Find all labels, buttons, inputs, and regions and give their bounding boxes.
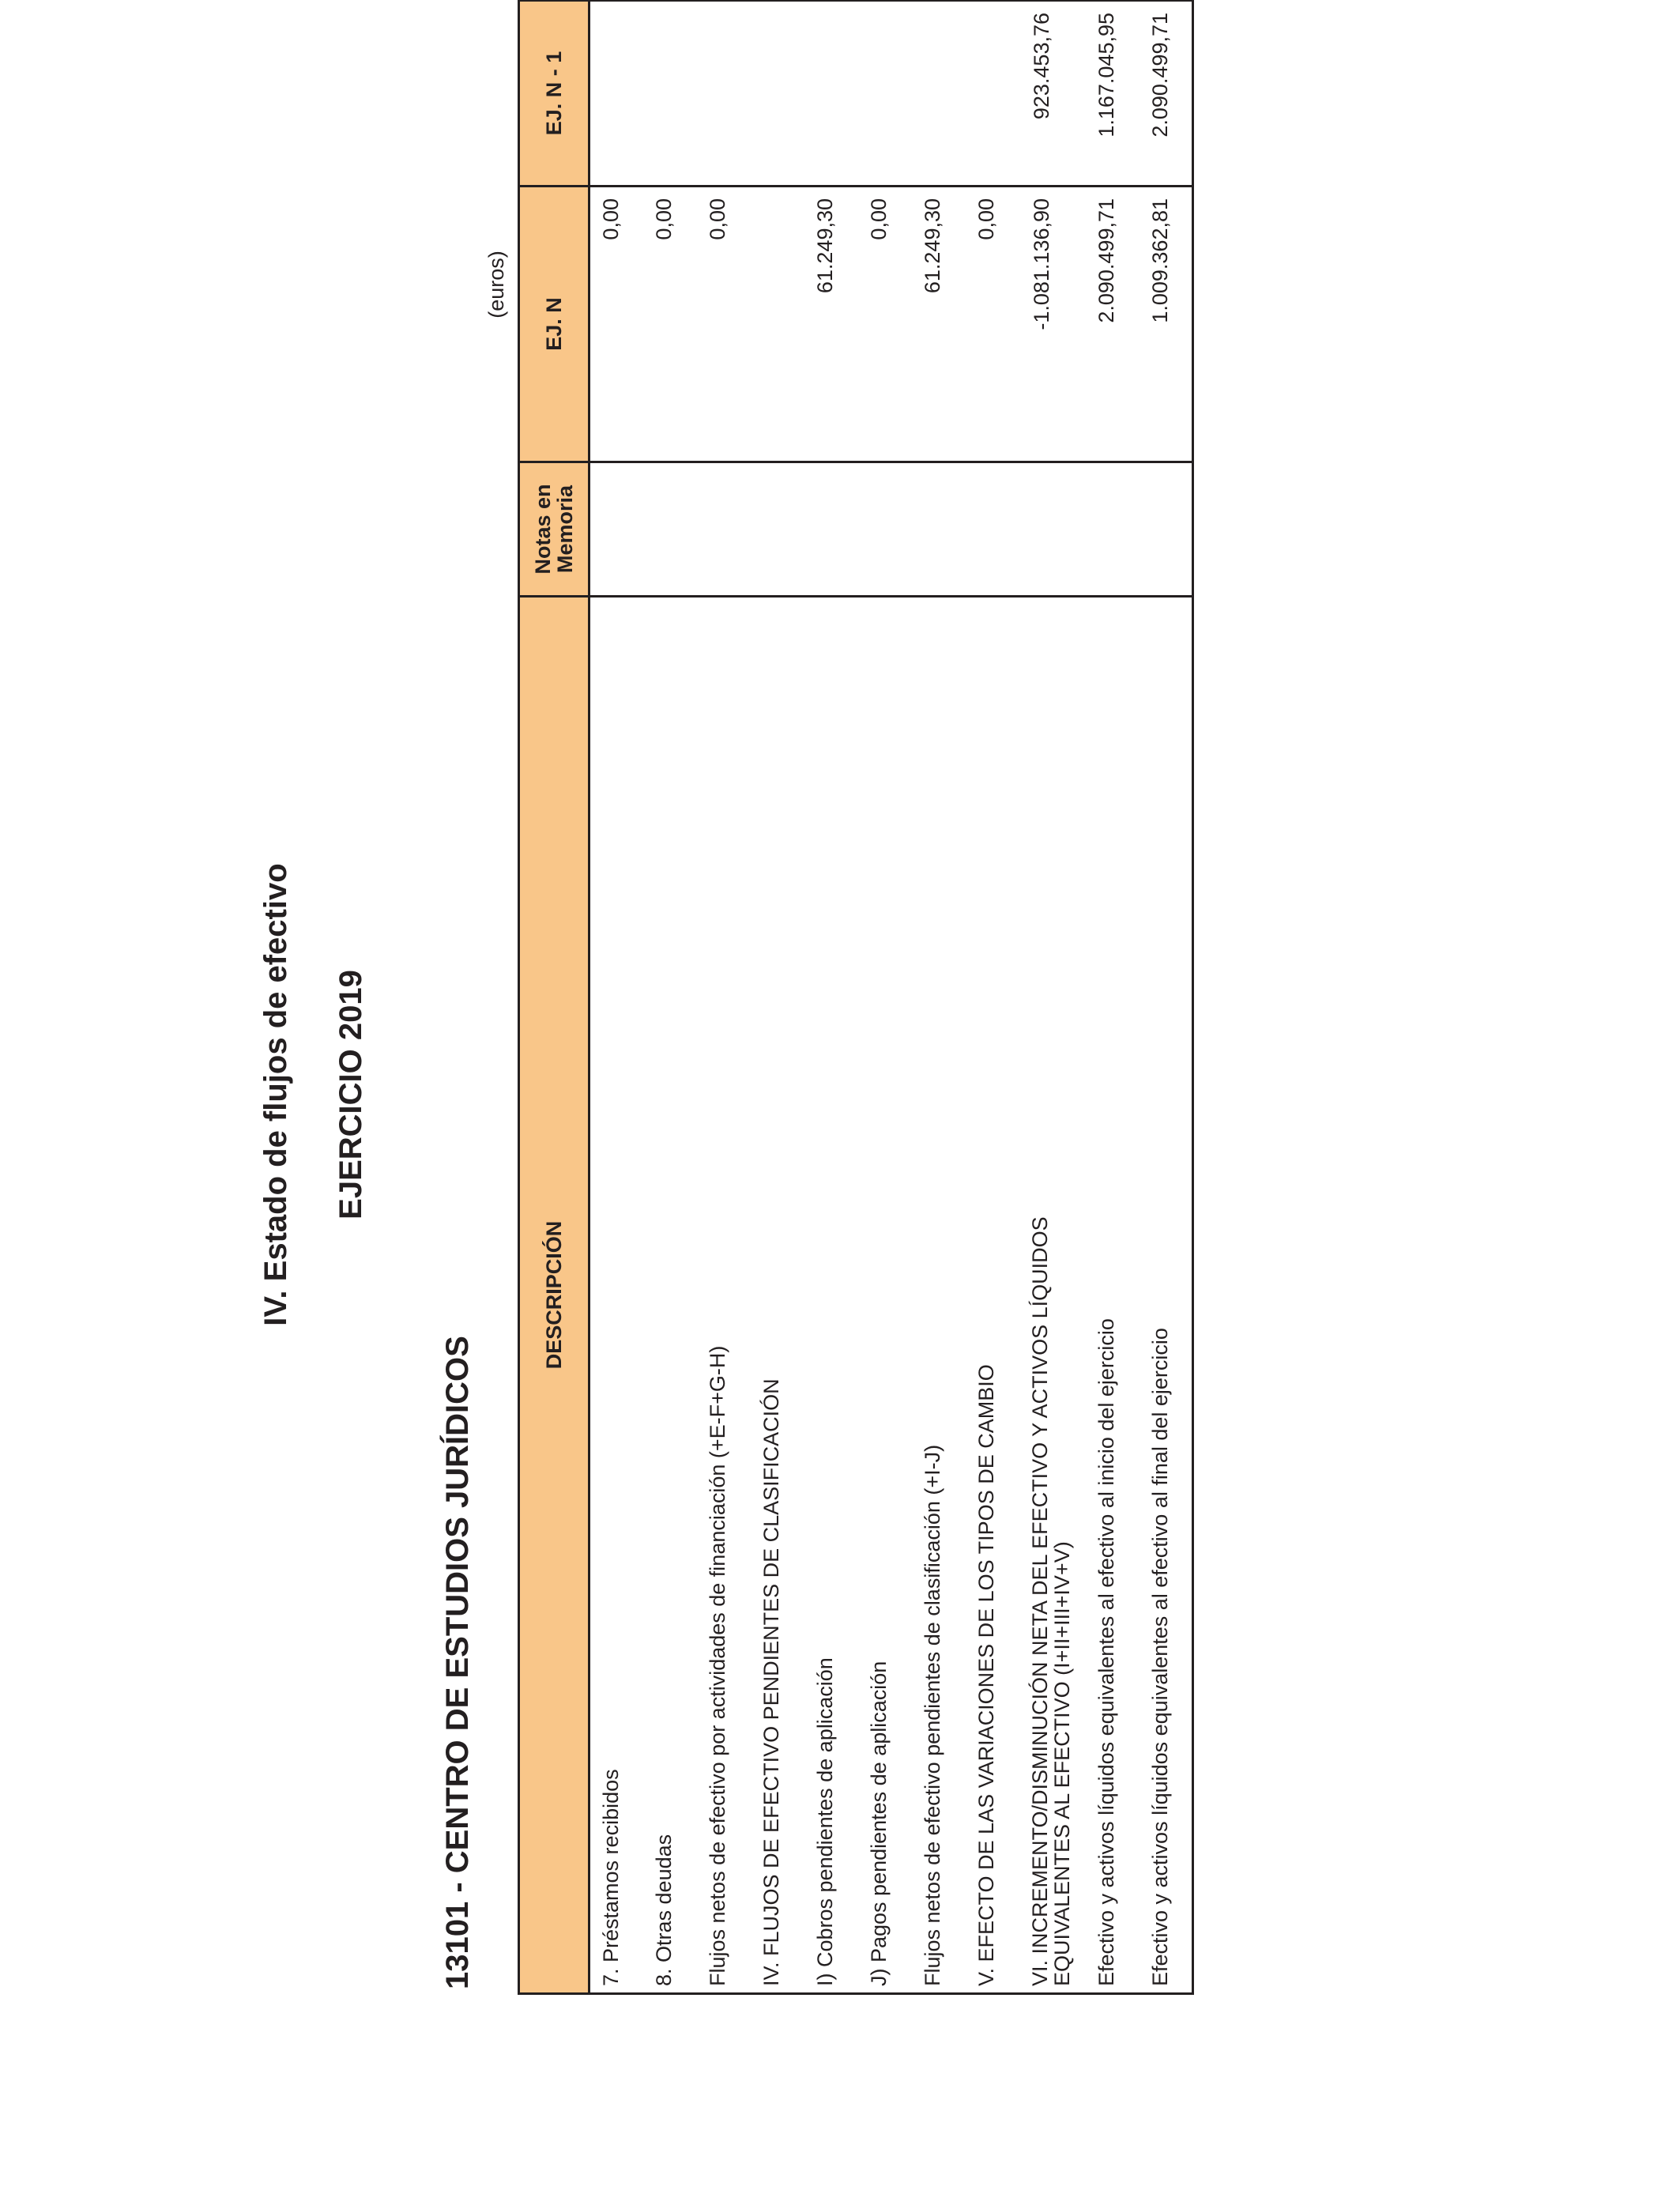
row-current-value: 0,00: [643, 187, 697, 462]
cash-flow-table: [518, 0, 1194, 1995]
row-current-value: 0,00: [858, 187, 912, 462]
row-current-value: 0,00: [966, 187, 1019, 462]
row-notes: [1139, 462, 1193, 597]
row-description-line2: EQUIVALENTES AL EFECTIVO (I+II+III+IV+V): [1049, 1541, 1074, 1986]
row-notes: [858, 462, 912, 597]
table-row: [1019, 1, 1086, 1994]
row-description: Efectivo y activos líquidos equivalentes al efectivo al inicio del ejercicio: [1086, 597, 1139, 1994]
document-title: IV. Estado de flujos de efectivo: [258, 863, 293, 1326]
row-previous-value: 1.167.045,95: [1086, 1, 1139, 187]
row-previous-value: [643, 1, 697, 187]
header-notes-line2: Memoria: [553, 484, 577, 574]
row-current-value: 1.009.362,81: [1139, 187, 1193, 462]
rotated-page: [79, 13, 1172, 2007]
row-previous-value: [804, 1, 858, 187]
row-description: [1019, 597, 1086, 1994]
fiscal-year-heading: EJERCICIO 2019: [333, 970, 368, 1220]
row-previous-value: 2.090.499,71: [1139, 1, 1193, 187]
header-description: DESCRIPCIÓN: [519, 597, 590, 1994]
table-row: [804, 1, 858, 1994]
units-label: (euros): [484, 251, 508, 319]
table-row: [751, 1, 804, 1994]
table-row: [643, 1, 697, 1994]
table-row: [1139, 1, 1193, 1994]
row-notes: [912, 462, 966, 597]
row-description: Flujos netos de efectivo por actividades de financiación (+E-F+G-H): [697, 597, 751, 1994]
row-previous-value: [966, 1, 1019, 187]
row-previous-value: 923.453,76: [1019, 1, 1086, 187]
row-description: 7. Préstamos recibidos: [590, 597, 643, 1994]
row-current-value: [751, 187, 804, 462]
row-current-value: -1.081.136,90: [1019, 187, 1086, 462]
row-previous-value: [858, 1, 912, 187]
header-notes: [519, 462, 590, 597]
entity-name: 13101 - CENTRO DE ESTUDIOS JURÍDICOS: [440, 1336, 475, 1989]
row-description: I) Cobros pendientes de aplicación: [804, 597, 858, 1994]
header-previous-year: EJ. N - 1: [519, 1, 590, 187]
row-description-line1: VI. INCREMENTO/DISMINUCIÓN NETA DEL EFECTIVO Y ACTIVOS LÍQUIDOS: [1027, 1216, 1052, 1986]
row-description: J) Pagos pendientes de aplicación: [858, 597, 912, 1994]
row-current-value: 0,00: [590, 187, 643, 462]
row-current-value: 61.249,30: [912, 187, 966, 462]
row-description: Flujos netos de efectivo pendientes de clasificación (+I-J): [912, 597, 966, 1994]
table-row: [1086, 1, 1139, 1994]
row-description: 8. Otras deudas: [643, 597, 697, 1994]
row-notes: [590, 462, 643, 597]
row-notes: [1086, 462, 1139, 597]
row-description: IV. FLUJOS DE EFECTIVO PENDIENTES DE CLASIFICACIÓN: [751, 597, 804, 1994]
table-row: [858, 1, 912, 1994]
row-notes: [804, 462, 858, 597]
row-notes: [643, 462, 697, 597]
table-row: [590, 1, 643, 1994]
row-notes: [697, 462, 751, 597]
row-current-value: 61.249,30: [804, 187, 858, 462]
row-current-value: 0,00: [697, 187, 751, 462]
row-notes: [966, 462, 1019, 597]
row-notes: [751, 462, 804, 597]
table-row: [966, 1, 1019, 1994]
header-current-year: EJ. N: [519, 187, 590, 462]
table-row: [697, 1, 751, 1994]
row-current-value: 2.090.499,71: [1086, 187, 1139, 462]
table-header-row: [519, 1, 590, 1994]
row-previous-value: [912, 1, 966, 187]
table-row: [912, 1, 966, 1994]
row-previous-value: [751, 1, 804, 187]
row-description: Efectivo y activos líquidos equivalentes al efectivo al final del ejercicio: [1139, 597, 1193, 1994]
row-description: V. EFECTO DE LAS VARIACIONES DE LOS TIPOS DE CAMBIO: [966, 597, 1019, 1994]
row-previous-value: [590, 1, 643, 187]
row-notes: [1019, 462, 1086, 597]
row-previous-value: [697, 1, 751, 187]
header-notes-line1: Notas en: [531, 484, 555, 575]
